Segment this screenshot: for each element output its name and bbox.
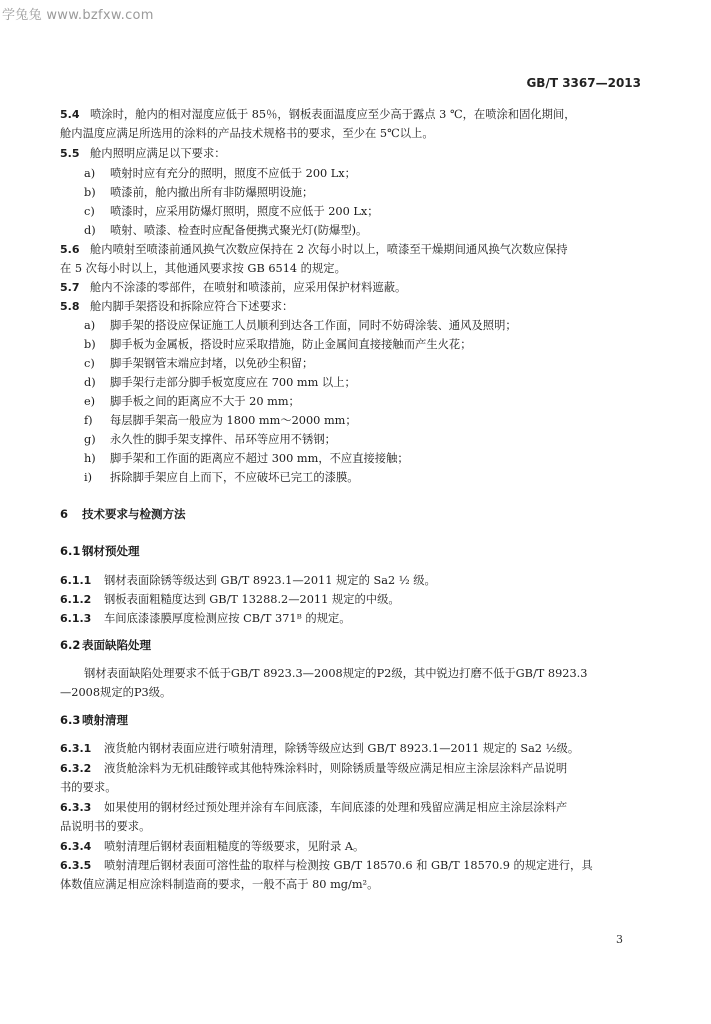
list-text: 脚手架的搭设应保证施工人员顺利到达各工作面，同时不妨碍涂装、通风及照明； — [110, 319, 517, 332]
clause-number: 5.4 — [60, 108, 80, 121]
clause-6-2-line2: —2008规定的P3级。 — [60, 686, 172, 699]
clause-5-5 — [60, 146, 226, 161]
list-marker: g) — [84, 433, 96, 446]
list-item — [84, 166, 356, 181]
list-item — [84, 337, 472, 352]
section-heading-6 — [60, 507, 186, 522]
list-marker: h) — [84, 452, 96, 465]
list-text: 拆除脚手架应自上而下，不应破坏已完工的漆膜。 — [110, 471, 359, 484]
list-marker: i) — [84, 471, 93, 484]
clause-text: 如果使用的钢材经过预处理并涂有车间底漆，车间底漆的处理和残留应满足相应主涂层涂料产 — [104, 801, 568, 814]
clause-number: 6.3.2 — [60, 762, 92, 775]
clause-text: 液货舱涂料为无机硅酸锌或其他特殊涂料时，则除锈质量等级应满足相应主涂层涂料产品说明 — [104, 762, 568, 775]
clause-number: 6.1.3 — [60, 612, 92, 625]
clause-text: 喷射清理后钢材表面粗糙度的等级要求，见附录 A。 — [104, 840, 365, 853]
list-item — [84, 318, 517, 333]
section-number: 6.3 — [60, 713, 81, 727]
section-title: 喷射清理 — [82, 713, 128, 727]
section-title: 表面缺陷处理 — [82, 638, 151, 652]
clause-text: 车间底漆漆膜厚度检测应按 CB/T 371ᴮ 的规定。 — [104, 612, 351, 625]
clause-text: 钢板表面粗糙度达到 GB/T 13288.2—2011 规定的中级。 — [104, 593, 400, 606]
clause-text: 舱内喷射至喷漆前通风换气次数应保持在 2 次每小时以上，喷漆至干燥期间通风换气次数应保持 — [90, 243, 568, 256]
list-text: 喷漆前，舱内撤出所有非防爆照明设施； — [110, 186, 314, 199]
clause-text: 钢材表面除锈等级达到 GB/T 8923.1—2011 规定的 Sa2 ½ 级。 — [104, 574, 436, 587]
clause-text: 舱内脚手架搭设和拆除应符合下述要求： — [90, 300, 294, 313]
list-marker: a) — [84, 319, 96, 332]
list-item — [84, 356, 313, 371]
list-item — [84, 413, 357, 428]
clause-number: 6.3.5 — [60, 859, 92, 872]
list-text: 脚手架钢管末端应封堵，以免砂尘积留； — [110, 357, 314, 370]
clause-5-4-line2: 舱内温度应满足所选用的涂料的产品技术规格书的要求，至少在 5℃以上。 — [60, 127, 434, 140]
clause-text: 舱内不涂漆的零部件，在喷射和喷漆前，应采用保护材料遮蔽。 — [90, 281, 407, 294]
clause-text: 液货舱内钢材表面应进行喷射清理，除锈等级应达到 GB/T 8923.1—2011 规定的 Sa2 ½级。 — [104, 742, 580, 755]
section-heading-6-1 — [60, 544, 140, 559]
list-marker: b) — [84, 186, 96, 199]
section-number: 6.2 — [60, 638, 81, 652]
clause-number: 6.3.4 — [60, 840, 92, 853]
list-marker: a) — [84, 167, 96, 180]
clause-5-8 — [60, 299, 293, 314]
page-number: 3 — [616, 933, 623, 946]
clause-5-7 — [60, 280, 406, 295]
clause-number: 6.3.3 — [60, 801, 92, 814]
clause-6-1-2 — [60, 592, 400, 607]
clause-number: 5.7 — [60, 281, 80, 294]
list-item — [84, 451, 409, 466]
clause-6-2-line1: 钢材表面缺陷处理要求不低于GB/T 8923.3—2008规定的P2级，其中锐边打磨不低于GB/T 8923.3 — [84, 667, 588, 680]
list-marker: c) — [84, 205, 95, 218]
list-text: 喷射时应有充分的照明，照度不应低于 200 Lx； — [110, 167, 356, 180]
clause-6-3-5-line1 — [60, 858, 593, 873]
clause-6-1-3 — [60, 611, 351, 626]
clause-6-3-2-line2: 书的要求。 — [60, 781, 117, 794]
list-item — [84, 375, 356, 390]
list-item — [84, 185, 313, 200]
clause-5-6-line2: 在 5 次每小时以上，其他通风要求按 GB 6514 的规定。 — [60, 262, 346, 275]
list-text: 脚手板为金属板，搭设时应采取措施，防止金属间直接接触而产生火花； — [110, 338, 472, 351]
list-text: 喷射、喷漆、检查时应配备便携式聚光灯(防爆型)。 — [110, 224, 368, 237]
list-text: 喷漆时，应采用防爆灯照明，照度不应低于 200 Lx； — [110, 205, 379, 218]
list-text: 每层脚手架高一般应为 1800 mm～2000 mm； — [110, 414, 357, 427]
list-item — [84, 394, 300, 409]
list-item — [84, 470, 359, 485]
list-marker: f) — [84, 414, 93, 427]
clause-number: 6.1.2 — [60, 593, 92, 606]
clause-text: 舱内照明应满足以下要求： — [90, 147, 226, 160]
list-marker: b) — [84, 338, 96, 351]
section-number: 6.1 — [60, 544, 81, 558]
list-text: 脚手架行走部分脚手板宽度应在 700 mm 以上； — [110, 376, 356, 389]
list-item — [84, 223, 367, 238]
clause-number: 5.6 — [60, 243, 80, 256]
clause-6-3-1 — [60, 741, 579, 756]
section-heading-6-2 — [60, 638, 151, 653]
list-marker: e) — [84, 395, 96, 408]
clause-6-3-4 — [60, 839, 364, 854]
watermark: 学兔兔 www.bzfxw.com — [2, 8, 154, 23]
list-item — [84, 204, 379, 219]
clause-5-6-line1 — [60, 242, 568, 257]
standard-code: GB/T 3367—2013 — [526, 76, 641, 90]
clause-number: 6.1.1 — [60, 574, 92, 587]
list-text: 脚手架和工作面的距离应不超过 300 mm，不应直接接触； — [110, 452, 409, 465]
clause-6-3-2-line1 — [60, 761, 567, 776]
list-item — [84, 432, 336, 447]
clause-6-3-3-line2: 品说明书的要求。 — [60, 820, 151, 833]
clause-6-3-5-line2: 体数值应满足相应涂料制造商的要求，一般不高于 80 mg/m²。 — [60, 878, 379, 891]
list-text: 脚手板之间的距离应不大于 20 mm； — [110, 395, 300, 408]
list-marker: c) — [84, 357, 95, 370]
list-text: 永久性的脚手架支撑件、吊环等应用不锈钢； — [110, 433, 336, 446]
section-heading-6-3 — [60, 713, 128, 728]
clause-5-4-line1 — [60, 107, 576, 122]
clause-number: 5.5 — [60, 147, 80, 160]
list-marker: d) — [84, 224, 96, 237]
section-title: 技术要求与检测方法 — [82, 507, 186, 521]
section-number: 6 — [60, 507, 69, 521]
clause-number: 6.3.1 — [60, 742, 92, 755]
clause-number: 5.8 — [60, 300, 80, 313]
section-title: 钢材预处理 — [82, 544, 140, 558]
clause-text: 喷射清理后钢材表面可溶性盐的取样与检测按 GB/T 18570.6 和 GB/T 18570.9 的规定进行，具 — [104, 859, 593, 872]
list-marker: d) — [84, 376, 96, 389]
clause-6-1-1 — [60, 573, 436, 588]
clause-6-3-3-line1 — [60, 800, 567, 815]
clause-text: 喷涂时，舱内的相对湿度应低于 85％，钢板表面温度应至少高于露点 3 ℃，在喷涂和固化期间， — [90, 108, 576, 121]
